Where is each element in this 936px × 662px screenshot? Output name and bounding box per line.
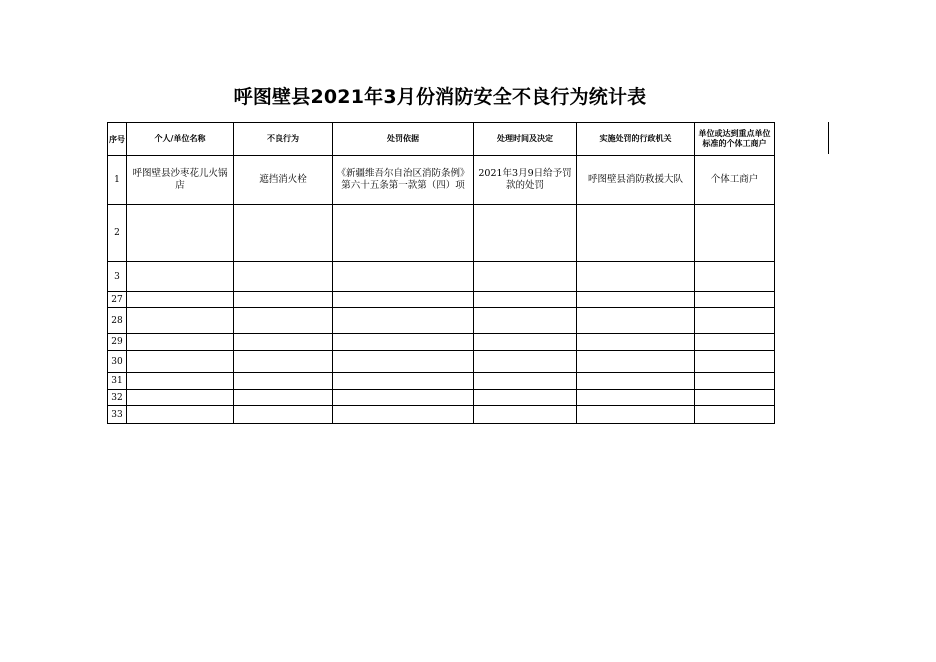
header-seq: 序号: [108, 123, 127, 156]
cell-behavior: [234, 308, 333, 334]
cell-decision: [474, 373, 577, 390]
cell-standard: 个体工商户: [695, 156, 775, 205]
table-row: [108, 406, 775, 424]
cell-decision: [474, 390, 577, 406]
cell-basis: [333, 373, 474, 390]
cell-name: [127, 262, 234, 292]
statistics-table: [107, 122, 775, 424]
cell-seq: 2: [108, 205, 127, 262]
cell-behavior: [234, 334, 333, 351]
cell-standard: [695, 262, 775, 292]
table-row: [108, 156, 775, 205]
cell-decision: [474, 292, 577, 308]
cell-seq: 27: [108, 292, 127, 308]
cell-seq: 30: [108, 351, 127, 373]
table-row: [108, 334, 775, 351]
cell-basis: [333, 390, 474, 406]
header-name: 个人/单位名称: [127, 123, 234, 156]
cell-name: [127, 373, 234, 390]
cell-standard: [695, 334, 775, 351]
cell-standard: [695, 205, 775, 262]
cell-seq: 3: [108, 262, 127, 292]
cell-decision: 2021年3月9日给予罚款的处罚: [474, 156, 577, 205]
cell-basis: [333, 406, 474, 424]
cell-basis: [333, 262, 474, 292]
cell-standard: [695, 390, 775, 406]
cell-seq: 28: [108, 308, 127, 334]
header-standard: 单位或达到重点单位标准的个体工商户: [695, 123, 775, 156]
cell-basis: [333, 308, 474, 334]
cell-behavior: [234, 292, 333, 308]
header-behavior: 不良行为: [234, 123, 333, 156]
header-basis: 处罚依据: [333, 123, 474, 156]
cell-standard: [695, 351, 775, 373]
cell-basis: [333, 351, 474, 373]
table-row: [108, 308, 775, 334]
table-row: [108, 390, 775, 406]
header-decision: 处理时间及决定: [474, 123, 577, 156]
cell-agency: [577, 292, 695, 308]
cell-name: [127, 308, 234, 334]
cell-decision: [474, 406, 577, 424]
cell-decision: [474, 205, 577, 262]
cell-decision: [474, 334, 577, 351]
cell-name: [127, 292, 234, 308]
cell-basis: [333, 205, 474, 262]
cell-standard: [695, 373, 775, 390]
cell-name: [127, 406, 234, 424]
cell-standard: [695, 292, 775, 308]
table-row: [108, 205, 775, 262]
cell-decision: [474, 262, 577, 292]
cell-name: [127, 351, 234, 373]
cell-behavior: [234, 390, 333, 406]
cell-decision: [474, 308, 577, 334]
page-break-line: [828, 122, 829, 154]
table-row: [108, 351, 775, 373]
cell-seq: 29: [108, 334, 127, 351]
cell-seq: 31: [108, 373, 127, 390]
header-agency: 实施处罚的行政机关: [577, 123, 695, 156]
cell-decision: [474, 351, 577, 373]
cell-name: [127, 205, 234, 262]
cell-behavior: [234, 373, 333, 390]
cell-behavior: [234, 406, 333, 424]
table-row: [108, 292, 775, 308]
cell-agency: [577, 262, 695, 292]
cell-seq: 32: [108, 390, 127, 406]
cell-seq: 33: [108, 406, 127, 424]
cell-agency: [577, 205, 695, 262]
cell-agency: [577, 373, 695, 390]
table-row: [108, 373, 775, 390]
cell-behavior: [234, 205, 333, 262]
cell-standard: [695, 406, 775, 424]
cell-behavior: [234, 351, 333, 373]
table-row: [108, 262, 775, 292]
cell-agency: [577, 406, 695, 424]
cell-agency: [577, 334, 695, 351]
cell-agency: 呼图壁县消防救援大队: [577, 156, 695, 205]
cell-standard: [695, 308, 775, 334]
cell-basis: [333, 334, 474, 351]
cell-basis: [333, 292, 474, 308]
header-row: [108, 123, 775, 156]
cell-name: 呼图壁县沙枣花儿火锅店: [127, 156, 234, 205]
cell-name: [127, 390, 234, 406]
cell-seq: 1: [108, 156, 127, 205]
cell-behavior: 遮挡消火栓: [234, 156, 333, 205]
cell-behavior: [234, 262, 333, 292]
cell-name: [127, 334, 234, 351]
cell-agency: [577, 390, 695, 406]
page-title: 呼图壁县2021年3月份消防安全不良行为统计表: [233, 86, 647, 108]
cell-agency: [577, 351, 695, 373]
cell-agency: [577, 308, 695, 334]
cell-basis: 《新疆维吾尔自治区消防条例》第六十五条第一款第（四）项: [333, 156, 474, 205]
